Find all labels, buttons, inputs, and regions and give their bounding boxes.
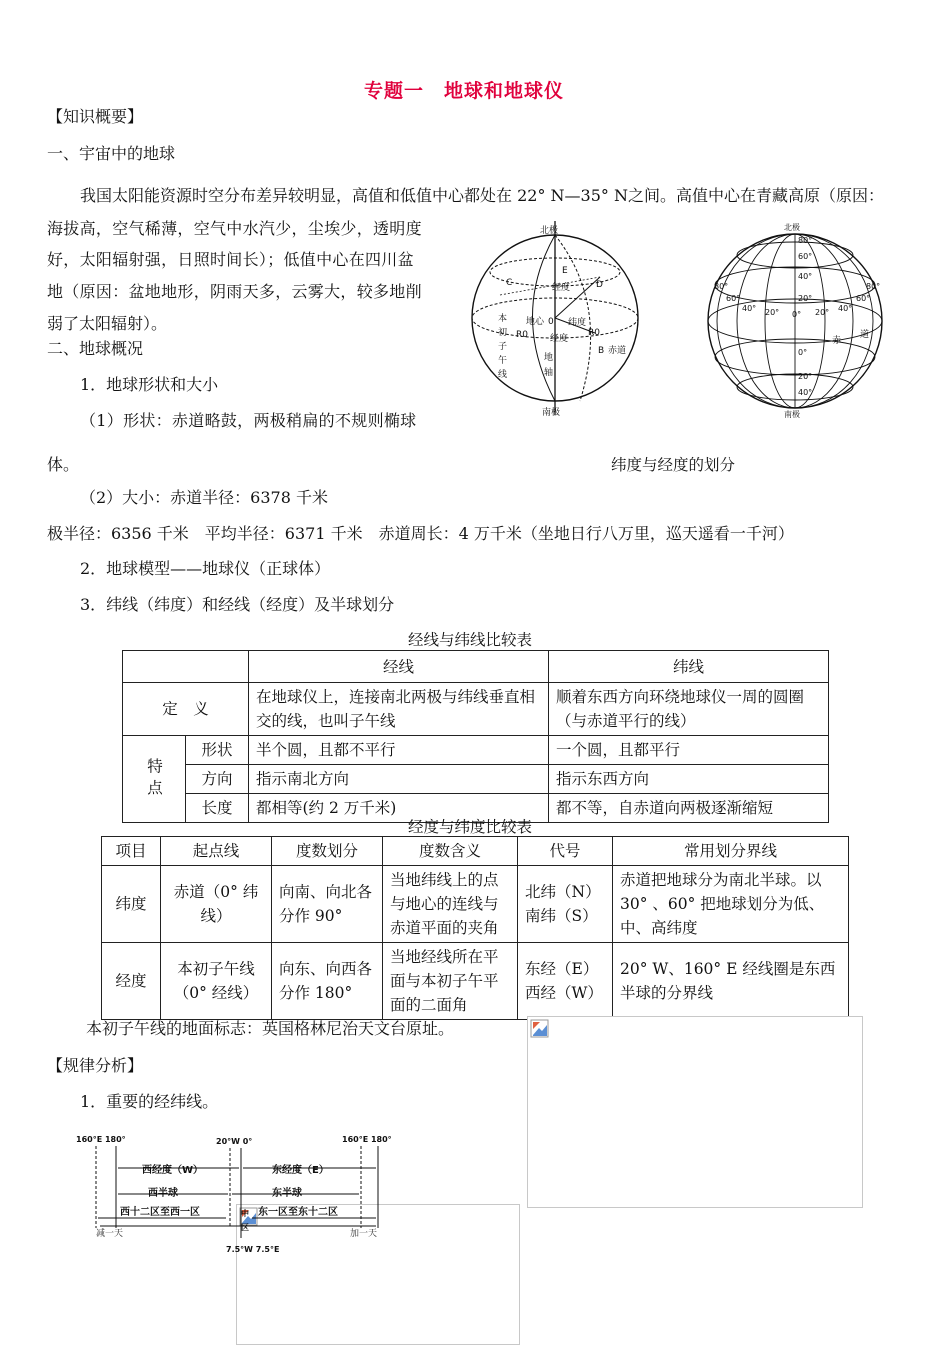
globe-north-label: 北极 [540,226,559,236]
line-comparison-table [122,650,829,823]
table1-cell: 都不等，自赤道向两极逐渐缩短 [549,794,829,823]
table2-cell: 东经（E）西经（W） [518,943,613,1020]
globe-latlon-diagram [472,221,638,418]
west-hemisphere-label: 西半球 [148,1188,178,1199]
globe-lat-label: 纬度 [568,318,587,328]
globe-south-label: 南极 [542,408,561,418]
grid-north-label: 北极 [784,223,800,232]
plus-day-label: 加一天 [350,1229,378,1239]
table2-cell: 向东、向西各分作 180° [272,943,383,1020]
degree-comparison-table [101,836,849,1020]
table1-sub-label: 形状 [186,736,249,765]
table2-cell: 20° W、160° E 经线圈是东西半球的分界线 [613,943,849,1020]
table2-caption: 经度与纬度比较表 [408,818,533,836]
zero-zone-char: 中 [241,1209,249,1218]
size-line: 极半径：6356 千米 平均半径：6371 千米 赤道周长：4 万千米（坐地日行八万里，巡天遥看一千河） [47,524,794,543]
table1-row-label: 定 义 [123,683,249,736]
table2-cell: 当地经线所在平面与本初子午平面的二面角 [383,943,518,1020]
globe-center-label: 地心 [526,317,545,327]
size-line: （2）大小：赤道半径：6378 千米 [80,488,328,507]
table1-sub-label: 长度 [186,794,249,823]
table2-item: 纬度 [102,866,161,943]
table1-cell: 半个圆，且都不平行 [249,736,549,765]
grid-lat-label: 80° [798,236,813,245]
table2-header: 代号 [518,837,613,866]
item-globe-model: 2．地球模型——地球仪（正球体） [80,559,331,578]
table1-corner [123,651,249,683]
subheading-earth: 二、地球概况 [47,339,144,358]
table2-cell: 当地纬线上的点与地心的连线与赤道平面的夹角 [383,866,518,943]
table1-cell: 都相等(约 2 万千米) [249,794,549,823]
rule-item: 1．重要的经纬线。 [80,1092,219,1111]
table1-header: 经线 [249,651,549,683]
diagram-top-mid-label: 20°W 0° [216,1137,253,1146]
grid-lat-label: 0° [798,348,808,357]
grid-lon-label: 20° [765,308,780,317]
zero-zone-char: 区 [241,1223,249,1232]
globe-axis-char: 轴 [544,368,554,378]
grid-lon-label: 20° [815,308,830,317]
west-longitude-label: 西经度（W） [142,1165,204,1176]
grid-equator-char: 道 [860,330,870,340]
grid-lon-label: 80° [714,282,729,291]
table2-header: 度数划分 [272,837,383,866]
shape-line: 体。 [47,455,80,474]
broken-image-icon [530,1019,550,1039]
table1-cell: 一个圆，且都平行 [549,736,829,765]
subheading-universe: 一、宇宙中的地球 [47,144,176,163]
grid-lon-label: 80° [866,282,881,291]
grid-lon-label: 60° [726,294,741,303]
grid-lon-label: 60° [856,294,871,303]
globe-point-d: D [596,280,603,290]
page-title: 专题一 地球和地球仪 [364,80,565,102]
globe-axis-char: 地 [544,353,554,363]
table2-header: 起点线 [161,837,272,866]
section-overview: 【知识概要】 [47,107,144,126]
east-hemisphere-label: 东半球 [272,1188,302,1199]
grid-lat-label: 20° [798,372,813,381]
para-line: 我国太阳能资源时空分布差异较明显，高值和低值中心都处在 22° N—35° N之间。高值中心在青藏高原（原因： [80,186,884,205]
east-longitude-label: 东经度（E） [272,1165,329,1176]
table1-cell: 指示南北方向 [249,765,549,794]
globe-prime-char: 线 [498,370,508,380]
globe-point-c: C [506,278,513,288]
diagram-bottom-label: 7.5°W 7.5°E [226,1245,280,1254]
globe-prime-char: 午 [498,356,508,366]
globe-r0-label: R0 [588,328,600,338]
globe-prime-char: 本 [498,314,508,324]
shape-line: （1）形状：赤道略鼓，两极稍扁的不规则椭球 [80,411,417,430]
grid-lat-label: 40° [798,388,813,397]
table1-cell: 指示东西方向 [549,765,829,794]
grid-south-label: 南极 [784,410,800,419]
para-line: 海拔高，空气稀薄，空气中水汽少，尘埃少，透明度 [47,219,422,238]
globe-prime-char: 初 [498,328,508,338]
globe-lon-label: 经度 [552,283,571,293]
globe-point-e: E [562,266,568,276]
grid-lon-label: 40° [742,304,757,313]
image-placeholder [527,1016,863,1208]
section-rules: 【规律分析】 [47,1056,144,1075]
grid-lat-label: 60° [798,252,813,261]
globe-point-b: B [598,346,605,356]
globe-figure [470,215,900,425]
west-zones-label: 西十二区至西一区 [120,1207,200,1218]
globe-equator-label: 赤道 [608,346,627,356]
grid-lon-label: 40° [838,304,853,313]
table1-sub-label: 方向 [186,765,249,794]
hemisphere-timezone-diagram [76,1128,396,1258]
table2-cell: 北纬（N）南纬（S） [518,866,613,943]
globe-prime-char: 子 [498,342,508,352]
table2-header: 常用划分界线 [613,837,849,866]
globe-zero-label: 0 [548,317,554,327]
east-zones-label: 东一区至东十二区 [258,1207,338,1218]
globe-r0-label: R0 [516,330,528,340]
table2-cell: 向南、向北各分作 90° [272,866,383,943]
para-line: 弱了太阳辐射）。 [47,314,168,333]
diagram-top-right-label: 160°E 180° [342,1135,392,1144]
globe-grid-diagram [708,222,882,419]
para-line: 地（原因：盆地地形，阴雨天多，云雾大，较多地削 [47,282,422,301]
globe-lon2-label: 经度 [550,334,569,344]
table2-cell: 本初子午线（0° 经线） [161,943,272,1020]
item-lines: 3．纬线（纬度）和经线（经度）及半球划分 [80,595,395,614]
diagram-top-left-label: 160°E 180° [76,1135,126,1144]
table1-row-label: 特点 [123,736,186,823]
greenwich-note: 本初子午线的地面标志：英国格林尼治天文台原址。 [86,1019,455,1038]
table1-caption: 经线与纬线比较表 [408,631,533,649]
table2-header: 度数含义 [383,837,518,866]
para-line: 好，太阳辐射强，日照时间长）；低值中心在四川盆 [47,250,414,269]
table2-cell: 赤道把地球分为南北半球。以 30° 、60° 把地球划分为低、中、高纬度 [613,866,849,943]
item-shape-size: 1．地球形状和大小 [80,375,219,394]
grid-lat-label: 20° [798,294,813,303]
table1-cell: 在地球仪上，连接南北两极与纬线垂直相交的线，也叫子午线 [249,683,549,736]
grid-lon-label: 0° [792,310,802,319]
table1-header: 纬线 [549,651,829,683]
grid-lat-label: 40° [798,272,813,281]
figure-caption: 纬度与经度的划分 [611,456,736,474]
table1-cell: 顺着东西方向环绕地球仪一周的圆圈（与赤道平行的线） [549,683,829,736]
grid-equator-char: 赤 [832,336,842,346]
table2-item: 经度 [102,943,161,1020]
table2-cell: 赤道（0° 纬线） [161,866,272,943]
minus-day-label: 减一天 [96,1229,124,1239]
table2-header: 项目 [102,837,161,866]
